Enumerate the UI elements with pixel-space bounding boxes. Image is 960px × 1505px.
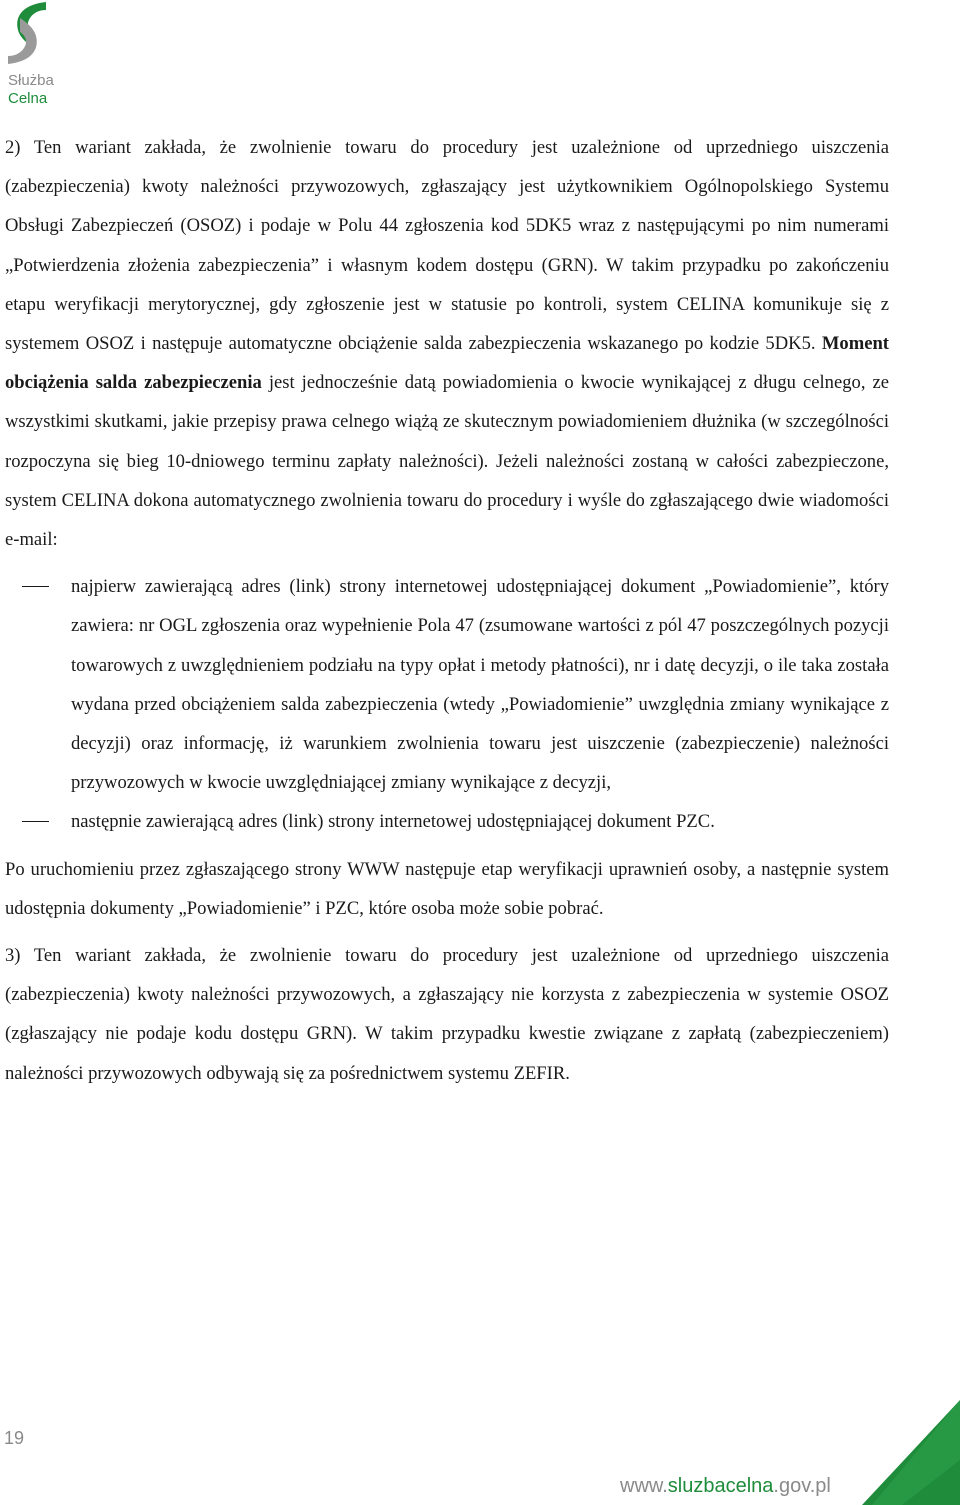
footer-url-domain: sluzbacelna <box>667 1475 774 1497</box>
sluzba-celna-logo <box>4 0 64 110</box>
dash-bullet-icon <box>22 586 49 587</box>
paragraph-www-verification: Po uruchomieniu przez zgłaszającego strony WWW następuje etap weryfikacji uprawnień osoby, a następnie system udostępnia dokumenty „Powiadomienie” i PZC, które osoba może sobie pobrać. <box>5 858 889 919</box>
list-item-text: następnie zawierającą adres (link) strony internetowej udostępniającej dokument PZC. <box>71 811 715 833</box>
document-body <box>5 128 889 1093</box>
logo-text-celna: Celna <box>8 90 48 107</box>
paragraph-variant-2-bold: Moment obciążenia salda zabezpieczenia <box>5 333 889 394</box>
paragraph-variant-2-text-a: 2) Ten wariant zakłada, że zwolnienie towaru do procedury jest uzależnione od uprzedniego uiszczenia (zabezpieczenia) kwoty należności przywozowych, zgłaszający jest użytkownikiem Ogólnopolskiego Systemu Obsługi Zabezpieczeń (OSOZ) i podaje w Polu 44 zgłoszenia kod 5DK5 wraz z następującymi po nim numerami „Potwierdzenia złożenia zabezpieczenia” i własnym kodem dostępu (GRN). W takim przypadku po zakończeniu etapu weryfikacji merytorycznej, gdy zgłoszenie jest w statusie po kontroli, system CELINA komunikuje się z systemem OSOZ i następuje automatyczne obciążenie salda zabezpieczenia wskazanego po kodzie 5DK5. <box>5 137 889 355</box>
list-item <box>5 567 889 802</box>
footer-url-prefix: www. <box>620 1475 668 1497</box>
logo-mark-icon <box>4 0 50 66</box>
footer-website-link[interactable] <box>620 1475 831 1498</box>
page-number: 19 <box>4 1428 25 1448</box>
paragraph-variant-3: 3) Ten wariant zakłada, że zwolnienie towaru do procedury jest uzależnione od uprzedniego uiszczenia (zabezpieczenia) kwoty należności przywozowych, a zgłaszający nie korzysta z zabezpieczenia w systemie OSOZ (zgłaszający nie podaje kodu dostępu GRN). W takim przypadku kwestie związane z zapłatą (zabezpieczeniem) należności przywozowych odbywają się za pośrednictwem systemu ZEFIR. <box>5 945 889 1084</box>
paragraph-variant-2 <box>5 128 889 559</box>
corner-decoration-icon <box>862 1400 960 1505</box>
list-item <box>5 802 889 841</box>
dash-bullet-icon <box>22 821 49 822</box>
list-item-text: najpierw zawierającą adres (link) strony internetowej udostępniającej dokument „Powiadomienie”, który zawiera: nr OGL zgłoszenia oraz wypełnienie Pola 47 (zsumowane wartości z pól 47 poszczególnych pozycji towarowych z uwzględnieniem podziału na typy opłat i metody płatności), nr i datę decyzji, o ile taka została wydana przed obciążeniem salda zabezpieczenia (wtedy „Powiadomienie” uwzględnia zmiany wynikające z decyzji) oraz informację, iż warunkiem zwolnienia towaru jest uiszczenie (zabezpieczenie) należności przywozowych w kwocie uwzględniającej zmiany wynikające z decyzji, <box>71 576 889 794</box>
email-list <box>5 567 889 841</box>
paragraph-variant-2-text-b: jest jednocześnie datą powiadomienia o kwocie wynikającej z długu celnego, ze wszystkimi skutkami, jakie przepisy prawa celnego wiążą ze skutecznym powiadomieniem dłużnika (w szczególności rozpoczyna się bieg 10-dniowego terminu zapłaty należności). Jeżeli należności zostaną w całości zabezpieczone, system CELINA dokona automatycznego zwolnienia towaru do procedury i wyśle do zgłaszającego dwie wiadomości e-mail: <box>5 372 890 551</box>
footer-url-suffix: .gov.pl <box>773 1475 831 1497</box>
logo-text-sluzba: Służba <box>8 72 54 89</box>
